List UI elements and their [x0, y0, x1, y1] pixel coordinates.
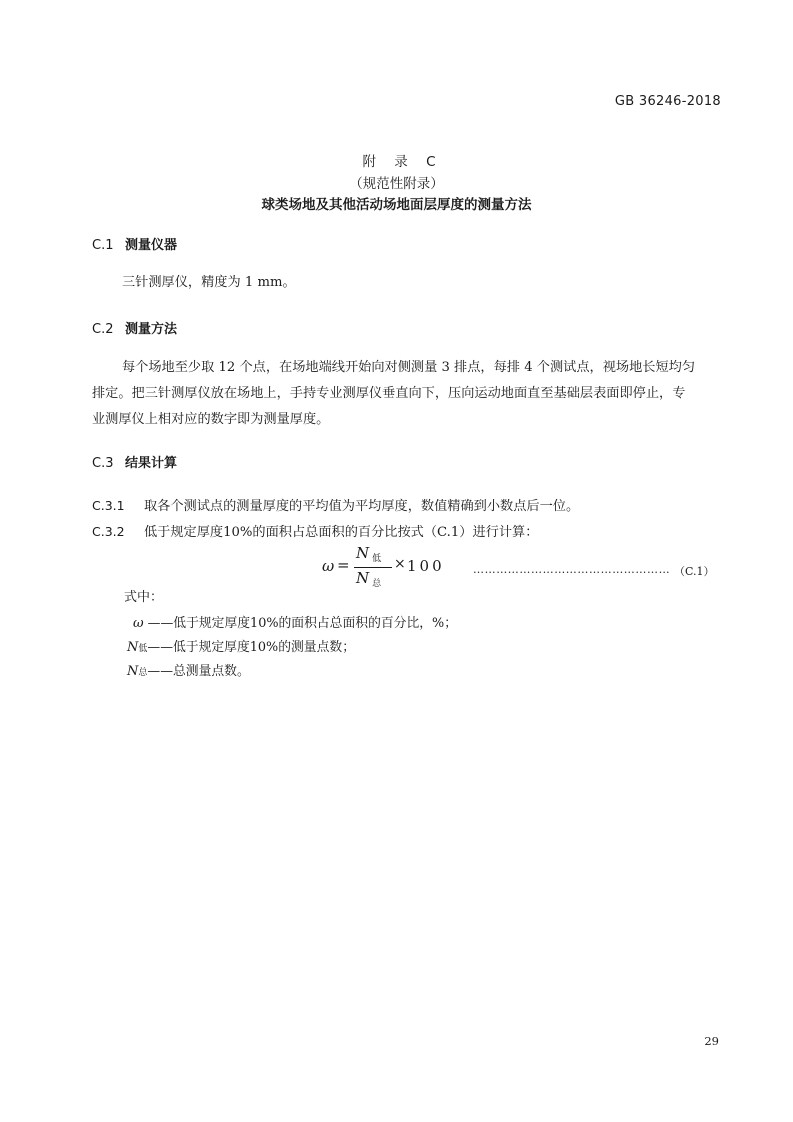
section-number: C.3 — [92, 456, 114, 471]
annex-type: （规范性附录） — [349, 176, 444, 192]
definition-symbol: N — [127, 640, 139, 655]
definition-symbol: N — [127, 664, 139, 679]
section-paragraph-c2-line1 — [92, 356, 722, 381]
paragraph-text: 三针测厚仪，精度为 1 mm。 — [122, 275, 296, 290]
paragraph-text: 每个场地至少取 12 个点，在场地端线开始向对侧测量 3 排点，每排 4 个测试点，视场地长短均匀 — [122, 360, 696, 375]
equation-leader-dots: …………………………………………… — [473, 563, 671, 576]
subsection-number: C.3.1 — [92, 498, 125, 513]
section-heading-c1 — [92, 234, 177, 253]
section-title: 测量方法 — [125, 322, 178, 337]
annex-label: 附 录 C — [362, 154, 443, 170]
section-number: C.1 — [92, 238, 114, 253]
definition-text: ——总测量点数。 — [147, 664, 250, 679]
section-title: 测量仪器 — [125, 238, 178, 253]
subsection-text: 低于规定厚度10%的面积占总面积的百分比按式（C.1）进行计算： — [144, 525, 539, 540]
formula-factor: 100 — [407, 557, 445, 575]
section-paragraph-c2-line3: 业测厚仪上相对应的数字即为测量厚度。 — [92, 412, 330, 427]
formula-equals: = — [337, 556, 350, 574]
section-paragraph-c2-line2: 排定。把三针测厚仪放在场地上，手持专业测厚仪垂直向下，压向运动地面直至基础层表面即停止，专 — [92, 386, 686, 401]
definition-symbol: ω — [133, 616, 144, 631]
definition-text: ——低于规定厚度10%的测量点数； — [147, 640, 355, 655]
section-heading-c3 — [92, 452, 177, 471]
formula-times: × — [394, 556, 406, 572]
section-paragraph-c1 — [92, 271, 722, 296]
section-heading-c2 — [92, 318, 177, 337]
annex-title: 球类场地及其他活动场地面层厚度的测量方法 — [261, 197, 532, 213]
subsection-text: 取各个测试点的测量厚度的平均值为平均厚度，数值精确到小数点后一位。 — [144, 499, 580, 514]
page-number: 29 — [704, 1034, 719, 1048]
definition-n-low: N低——低于规定厚度10%的测量点数； — [127, 640, 355, 655]
subsection-number: C.3.2 — [92, 524, 125, 539]
definition-text: ——低于规定厚度10%的面积占总面积的百分比，%； — [143, 616, 458, 631]
standard-code: GB 36246-2018 — [614, 94, 721, 109]
section-title: 结果计算 — [125, 456, 178, 471]
definition-omega — [133, 612, 457, 631]
subsection-c3-2 — [92, 521, 538, 540]
where-label: 式中： — [124, 590, 164, 605]
equation-number: （C.1） — [674, 565, 715, 578]
formula-numerator: N低 — [356, 544, 382, 564]
formula-denominator: N总 — [356, 569, 382, 589]
subsection-c3-1 — [92, 495, 579, 514]
formula-omega: ω — [322, 557, 335, 575]
section-number: C.2 — [92, 322, 114, 337]
definition-n-total: N总——总测量点数。 — [127, 664, 250, 679]
